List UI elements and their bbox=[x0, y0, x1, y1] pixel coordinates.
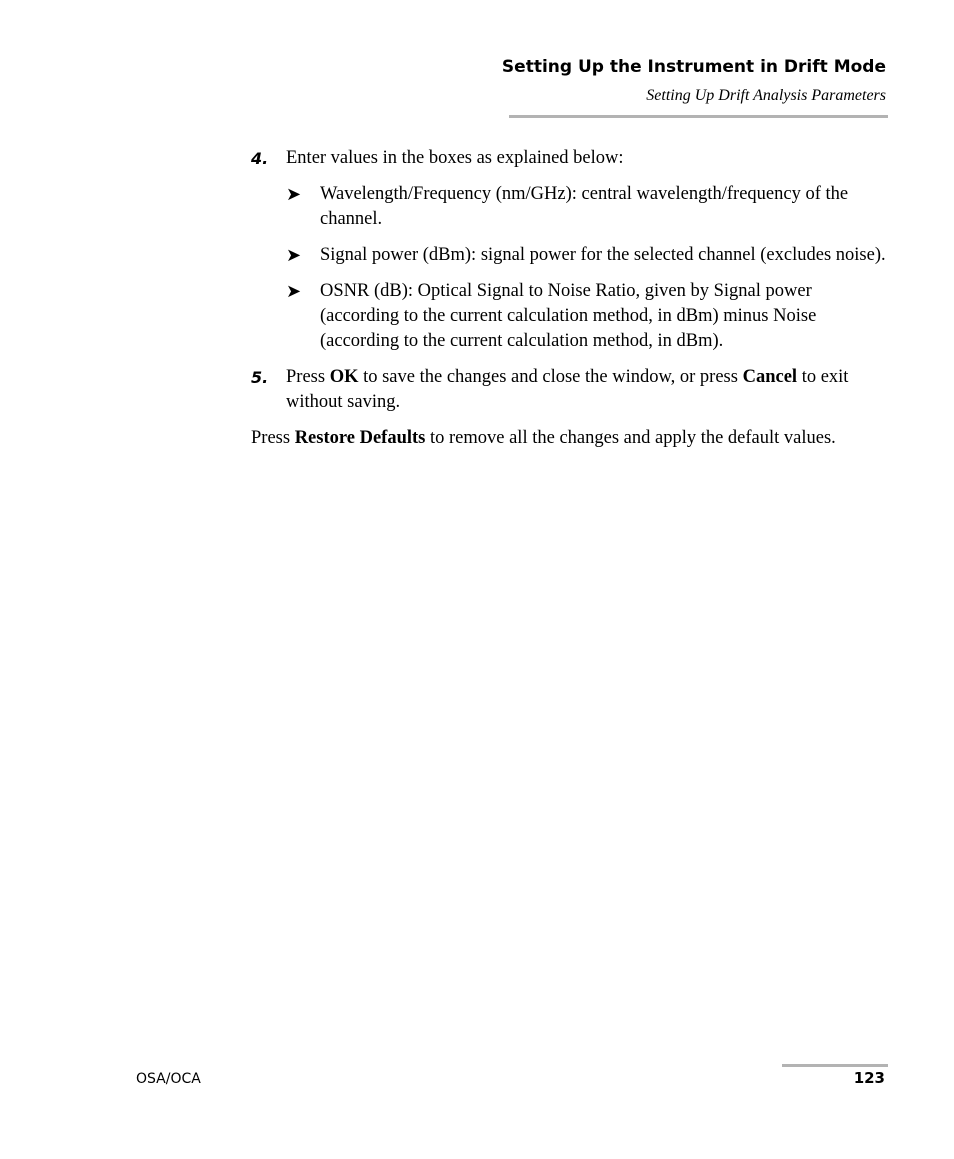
text-run: Press bbox=[251, 428, 295, 448]
step-5 bbox=[251, 365, 891, 415]
page-number: 123 bbox=[853, 1069, 885, 1087]
bullet-text: Signal power (dBm): signal power for the selected channel (excludes noise). bbox=[320, 245, 886, 265]
bullet-item bbox=[286, 243, 891, 268]
cancel-label: Cancel bbox=[742, 367, 798, 387]
step-text: Enter values in the boxes as explained below: bbox=[286, 148, 624, 168]
text-run: to save the changes and close the window, or press bbox=[358, 367, 743, 387]
arrow-bullet-icon: ➤ bbox=[286, 184, 302, 204]
step-text bbox=[286, 365, 891, 415]
arrow-bullet-icon: ➤ bbox=[286, 281, 302, 301]
text-run: to remove all the changes and apply the default values. bbox=[425, 428, 836, 448]
text-run: Press bbox=[286, 367, 330, 387]
header-rule bbox=[509, 115, 888, 118]
bullet-item bbox=[286, 182, 891, 232]
restore-defaults-label: Restore Defaults bbox=[294, 428, 426, 448]
bullet-text: Wavelength/Frequency (nm/GHz): central wavelength/frequency of the channel. bbox=[320, 184, 849, 229]
footer-rule bbox=[782, 1064, 888, 1067]
restore-defaults-note bbox=[251, 426, 891, 451]
step-number: 4. bbox=[251, 149, 269, 168]
step-4 bbox=[251, 146, 891, 354]
running-header-title: Setting Up the Instrument in Drift Mode bbox=[501, 57, 886, 77]
text-run: to exit without saving. bbox=[286, 367, 849, 412]
page-body bbox=[251, 146, 891, 451]
arrow-bullet-icon: ➤ bbox=[286, 245, 302, 265]
running-header-subtitle: Setting Up Drift Analysis Parameters bbox=[646, 87, 886, 104]
ok-label: OK bbox=[329, 367, 359, 387]
step-number: 5. bbox=[251, 368, 269, 387]
footer-product-name: OSA/OCA bbox=[136, 1071, 201, 1087]
bullet-item bbox=[286, 279, 891, 354]
bullet-text: OSNR (dB): Optical Signal to Noise Ratio, given by Signal power (according to the current calculation method, in dBm) minus Noise (according to the current calculation method, in dBm). bbox=[320, 281, 817, 351]
